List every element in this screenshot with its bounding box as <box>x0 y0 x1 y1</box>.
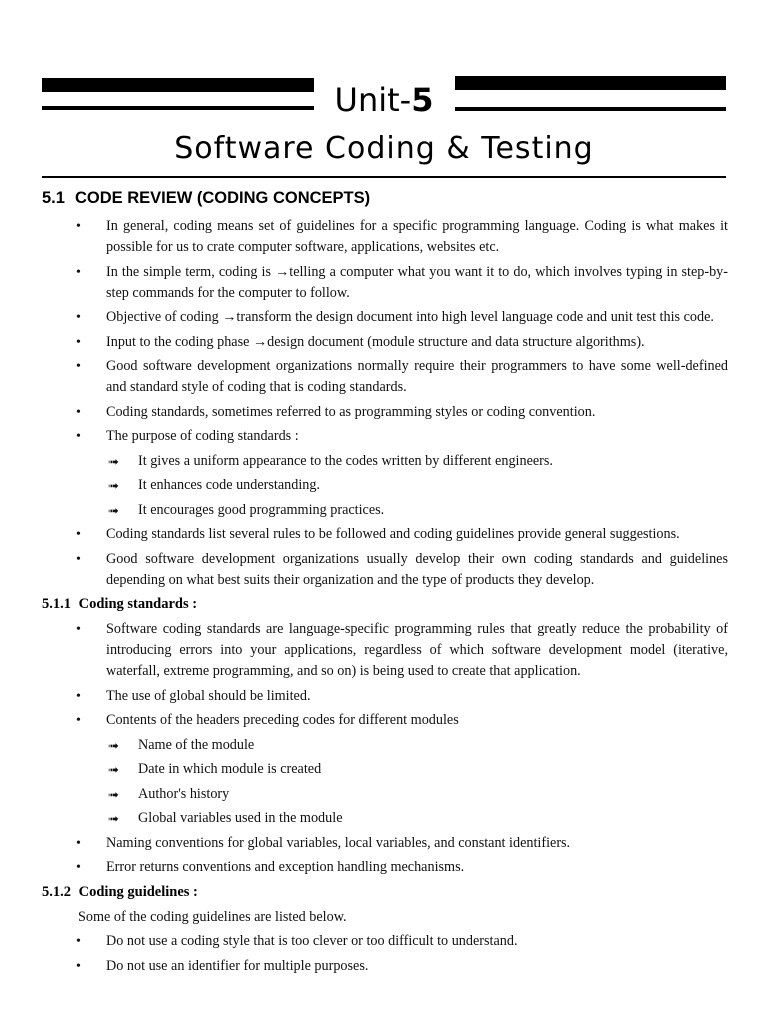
arrow-item-text: It encourages good programming practices. <box>138 501 385 518</box>
list-item <box>42 402 728 423</box>
arrow-item <box>42 451 728 472</box>
list-item <box>42 931 728 952</box>
bullet-icon: • <box>76 958 81 974</box>
list-item <box>42 857 728 878</box>
arrow-item <box>42 759 728 780</box>
bullet-icon: • <box>76 688 81 704</box>
bullet-icon: • <box>76 835 81 851</box>
list-item-text: Do not use a coding style that is too clever or too difficult to understand. <box>106 933 518 949</box>
arrow-icon: ➟ <box>108 453 119 469</box>
list-item <box>42 216 728 258</box>
list-item-text: In the simple term, coding is →telling a computer what you want it to do, which involves typing in step-by-step commands for the computer to follow. <box>106 263 728 301</box>
title-rule <box>42 176 726 178</box>
list-item <box>42 332 728 353</box>
list-item <box>42 549 728 591</box>
list-item <box>42 619 728 682</box>
section-heading-5-1 <box>42 186 728 210</box>
header-bar-right-bottom <box>455 107 726 111</box>
list-item-text: Contents of the headers preceding codes for different modules <box>106 712 459 728</box>
arrow-list <box>42 451 728 521</box>
list-item <box>42 307 728 328</box>
bullet-icon: • <box>76 310 81 325</box>
list-item-text: In general, coding means set of guidelines for a specific programming language. Coding is what makes it possible for us to crate computer software, applications, websites etc. <box>106 218 728 255</box>
list-item <box>42 686 728 707</box>
list-item-text: The use of global should be limited. <box>106 687 311 704</box>
arrow-item-text: It gives a uniform appearance to the codes written by different engineers. <box>138 452 553 469</box>
bullet-list <box>42 216 728 447</box>
arrow-icon: ➟ <box>108 811 119 826</box>
list-item-text: Objective of coding →transform the design document into high level language code and unit test this code. <box>106 309 714 325</box>
list-item <box>42 524 728 545</box>
arrow-icon: ➟ <box>108 502 119 518</box>
arrow-item-text: Global variables used in the module <box>138 810 343 826</box>
bullet-icon: • <box>76 551 81 567</box>
bullet-icon: • <box>76 860 81 875</box>
list-item-text: Coding standards list several rules to be followed and coding guidelines provide general suggestions. <box>106 526 680 542</box>
list-item-text: Error returns conventions and exception handling mechanisms. <box>106 859 465 875</box>
arrow-item <box>42 735 728 756</box>
arrow-item-text: Author's history <box>138 785 230 802</box>
section-title: CODE REVIEW (CODING CONCEPTS) <box>74 189 371 207</box>
list-item-text: Good software development organizations usually develop their own coding standards and guidelines depending on what best suits their organization and the type of products they develop. <box>106 550 728 588</box>
bullet-list <box>42 833 728 879</box>
list-item-text: Software coding standards are language-specific programming rules that greatly reduce the probability of introducing errors into your applications, regardless of which software development model (iterative, waterfall, extreme programming, and so on) is being used to create that application. <box>106 621 728 679</box>
header-bar-left-bottom <box>42 106 314 110</box>
bullet-icon: • <box>76 713 81 728</box>
section-number: 5.1.2 <box>42 883 71 900</box>
bullet-icon: • <box>76 527 81 542</box>
section-number: 5.1.1 <box>42 596 71 612</box>
content <box>42 184 728 980</box>
bullet-icon: • <box>76 264 81 280</box>
section-heading-5-1-2 <box>42 882 728 903</box>
list-item-text: Coding standards, sometimes referred to as programming styles or coding convention. <box>106 403 596 420</box>
list-item-text: Do not use an identifier for multiple purposes. <box>106 957 369 974</box>
section-title: Coding standards : <box>78 596 198 612</box>
arrow-item-text: Name of the module <box>138 736 255 753</box>
unit-title <box>300 80 468 120</box>
list-item-text: The purpose of coding standards : <box>106 428 299 444</box>
list-item <box>42 356 728 398</box>
bullet-icon: • <box>76 334 81 350</box>
bullet-icon: • <box>76 429 81 444</box>
bullet-list <box>42 931 728 977</box>
list-item <box>42 956 728 977</box>
arrow-icon: ➟ <box>108 737 119 753</box>
arrow-icon: ➟ <box>108 478 119 493</box>
bullet-icon: • <box>76 934 81 949</box>
bullet-list <box>42 619 728 731</box>
list-item-text: Naming conventions for global variables, local variables, and constant identifiers. <box>106 834 571 851</box>
arrow-icon: ➟ <box>108 786 119 802</box>
arrow-item <box>42 808 728 829</box>
arrow-item <box>42 500 728 521</box>
arrow-item <box>42 475 728 496</box>
arrow-item-text: Date in which module is created <box>138 761 322 777</box>
chapter-title: Software Coding & Testing <box>174 131 594 166</box>
unit-prefix: Unit- <box>334 81 412 119</box>
header-bar-right-top <box>455 76 726 90</box>
list-item <box>42 426 728 447</box>
bullet-icon: • <box>76 622 81 637</box>
arrow-item <box>42 784 728 805</box>
section-number: 5.1 <box>42 189 65 207</box>
bullet-list <box>42 524 728 591</box>
header-bar-left-top <box>42 78 314 92</box>
intro-text: Some of the coding guidelines are listed below. <box>78 908 347 925</box>
bullet-icon: • <box>76 219 81 234</box>
list-item-text: Good software development organizations normally require their programmers to have some well-defined and standard style of coding that is coding standards. <box>106 358 728 395</box>
arrow-item-text: It enhances code understanding. <box>138 477 321 493</box>
bullet-icon: • <box>76 404 81 420</box>
unit-number: 5 <box>411 81 434 119</box>
arrow-icon: ➟ <box>108 762 119 777</box>
arrow-list <box>42 735 728 830</box>
section-title: Coding guidelines : <box>78 883 198 900</box>
section-heading-5-1-1 <box>42 594 728 615</box>
list-item <box>42 262 728 304</box>
bullet-icon: • <box>76 359 81 374</box>
list-item <box>42 710 728 731</box>
list-item-text: Input to the coding phase →design document (module structure and data structure algorithms). <box>106 333 645 350</box>
list-item <box>42 833 728 854</box>
